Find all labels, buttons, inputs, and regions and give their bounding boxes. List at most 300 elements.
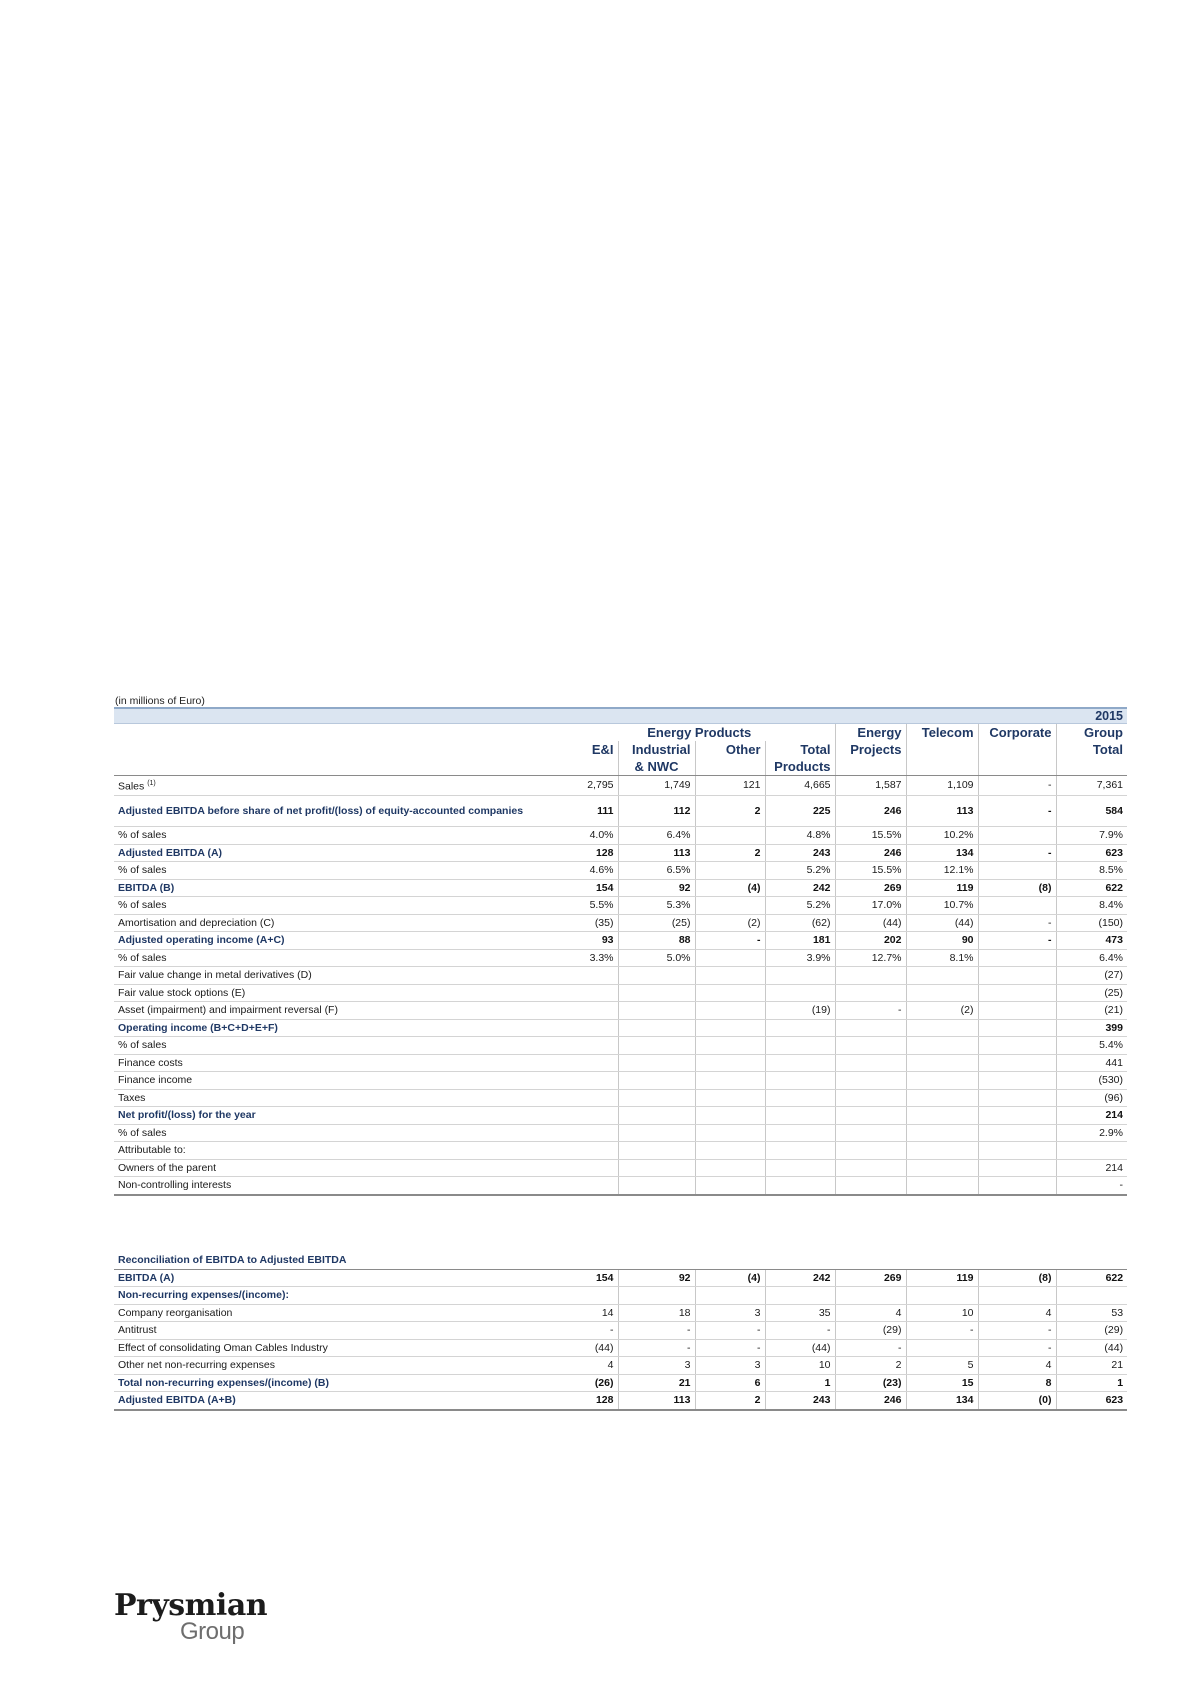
cell-value: 10.7% xyxy=(906,897,978,915)
cell-value: 5.4% xyxy=(1056,1037,1127,1055)
cell-value xyxy=(618,1019,695,1037)
cell-value xyxy=(835,984,906,1002)
cell-value xyxy=(695,1287,765,1305)
cell-value: - xyxy=(695,1339,765,1357)
cell-value: - xyxy=(765,1322,835,1340)
cell-value: (44) xyxy=(906,914,978,932)
header-row-1 xyxy=(114,724,1127,742)
cell-value: 53 xyxy=(1056,1304,1127,1322)
cell-value: 5 xyxy=(906,1357,978,1375)
table-row xyxy=(114,1054,1127,1072)
cell-value xyxy=(695,984,765,1002)
cell-value xyxy=(564,1072,618,1090)
cell-value: (62) xyxy=(765,914,835,932)
cell-value xyxy=(978,1089,1056,1107)
cell-value xyxy=(835,967,906,985)
cell-value xyxy=(618,1089,695,1107)
cell-value xyxy=(835,1159,906,1177)
table-row xyxy=(114,1304,1127,1322)
cell-value: 92 xyxy=(618,879,695,897)
cell-value: 7.9% xyxy=(1056,827,1127,845)
row-label: Fair value stock options (E) xyxy=(114,984,564,1002)
cell-value: 181 xyxy=(765,932,835,950)
cell-value xyxy=(695,1177,765,1195)
cell-value: (19) xyxy=(765,1002,835,1020)
cell-value: - xyxy=(835,1002,906,1020)
cell-value: 441 xyxy=(1056,1054,1127,1072)
table-row xyxy=(114,1107,1127,1125)
row-label: Amortisation and depreciation (C) xyxy=(114,914,564,932)
cell-value: 5.2% xyxy=(765,862,835,880)
cell-value xyxy=(978,949,1056,967)
cell-value: 242 xyxy=(765,879,835,897)
cell-value: 269 xyxy=(835,879,906,897)
cell-value xyxy=(618,1142,695,1160)
cell-value: 35 xyxy=(765,1304,835,1322)
cell-value: 5.2% xyxy=(765,897,835,915)
row-label: Finance income xyxy=(114,1072,564,1090)
cell-value: 14 xyxy=(564,1304,618,1322)
cell-value: (96) xyxy=(1056,1089,1127,1107)
cell-value: 225 xyxy=(765,796,835,827)
cell-value: (0) xyxy=(978,1392,1056,1410)
cell-value: 242 xyxy=(765,1269,835,1287)
cell-value: 154 xyxy=(564,1269,618,1287)
group-total-header: Group xyxy=(1084,725,1123,740)
cell-value xyxy=(978,1002,1056,1020)
cell-value: (2) xyxy=(906,1002,978,1020)
row-label: Net profit/(loss) for the year xyxy=(114,1107,564,1125)
cell-value xyxy=(765,1107,835,1125)
table-row xyxy=(114,1002,1127,1020)
cell-value: 17.0% xyxy=(835,897,906,915)
cell-value xyxy=(978,1054,1056,1072)
cell-value: - xyxy=(564,1322,618,1340)
row-label: Total non-recurring expenses/(income) (B) xyxy=(114,1374,564,1392)
cell-value: 6.4% xyxy=(1056,949,1127,967)
prysmian-group-logo xyxy=(114,1588,268,1648)
table-row xyxy=(114,827,1127,845)
table-row xyxy=(114,1019,1127,1037)
cell-value xyxy=(906,1089,978,1107)
table-row xyxy=(114,1287,1127,1305)
cell-value xyxy=(564,1287,618,1305)
cell-value: (44) xyxy=(1056,1339,1127,1357)
cell-value xyxy=(978,827,1056,845)
cell-value: 12.7% xyxy=(835,949,906,967)
table-row xyxy=(114,914,1127,932)
cell-value xyxy=(695,1089,765,1107)
cell-value: 12.1% xyxy=(906,862,978,880)
table-row xyxy=(114,967,1127,985)
cell-value: - xyxy=(978,776,1056,796)
cell-value: (44) xyxy=(835,914,906,932)
cell-value: (27) xyxy=(1056,967,1127,985)
cell-value: 6.5% xyxy=(618,862,695,880)
cell-value: 269 xyxy=(835,1269,906,1287)
cell-value: 1,109 xyxy=(906,776,978,796)
cell-value xyxy=(618,1037,695,1055)
cell-value: (29) xyxy=(835,1322,906,1340)
cell-value: 2.9% xyxy=(1056,1124,1127,1142)
cell-value: 5.0% xyxy=(618,949,695,967)
cell-value: - xyxy=(906,1322,978,1340)
cell-value: 119 xyxy=(906,879,978,897)
cell-value: 246 xyxy=(835,1392,906,1410)
row-label: Non-controlling interests xyxy=(114,1177,564,1195)
cell-value: (8) xyxy=(978,879,1056,897)
cell-value: 93 xyxy=(564,932,618,950)
cell-value: - xyxy=(978,1339,1056,1357)
segment-results-table xyxy=(114,707,1127,1196)
cell-value: (530) xyxy=(1056,1072,1127,1090)
cell-value: 473 xyxy=(1056,932,1127,950)
cell-value xyxy=(765,1037,835,1055)
cell-value: 2 xyxy=(695,796,765,827)
cell-value xyxy=(695,1019,765,1037)
cell-value xyxy=(695,949,765,967)
cell-value: (29) xyxy=(1056,1322,1127,1340)
cell-value xyxy=(564,1037,618,1055)
cell-value xyxy=(835,1072,906,1090)
cell-value xyxy=(978,1037,1056,1055)
cell-value: 584 xyxy=(1056,796,1127,827)
cell-value: 623 xyxy=(1056,1392,1127,1410)
cell-value: - xyxy=(978,1322,1056,1340)
logo-main-text: Prysmian xyxy=(114,1588,268,1623)
cell-value: 134 xyxy=(906,1392,978,1410)
cell-value: 119 xyxy=(906,1269,978,1287)
cell-value xyxy=(906,984,978,1002)
cell-value: 6.4% xyxy=(618,827,695,845)
cell-value: 8.1% xyxy=(906,949,978,967)
cell-value xyxy=(835,1142,906,1160)
cell-value: 622 xyxy=(1056,1269,1127,1287)
row-label: Taxes xyxy=(114,1089,564,1107)
cell-value xyxy=(978,1142,1056,1160)
cell-value: 15.5% xyxy=(835,827,906,845)
cell-value xyxy=(618,1159,695,1177)
table-row xyxy=(114,1159,1127,1177)
cell-value xyxy=(906,1177,978,1195)
table-row xyxy=(114,949,1127,967)
cell-value: 2,795 xyxy=(564,776,618,796)
cell-value xyxy=(618,1054,695,1072)
cell-value: 92 xyxy=(618,1269,695,1287)
cell-value: - xyxy=(618,1339,695,1357)
cell-value: 4.8% xyxy=(765,827,835,845)
cell-value: (44) xyxy=(564,1339,618,1357)
industrial-header-2: & NWC xyxy=(618,758,695,776)
table-row xyxy=(114,932,1127,950)
cell-value: 2 xyxy=(835,1357,906,1375)
cell-value: 18 xyxy=(618,1304,695,1322)
cell-value xyxy=(618,1107,695,1125)
cell-value: 246 xyxy=(835,796,906,827)
row-label: Adjusted EBITDA before share of net profit/(loss) of equity-accounted companies xyxy=(114,796,564,827)
cell-value xyxy=(978,897,1056,915)
cell-value: 4 xyxy=(978,1304,1056,1322)
header-row-2 xyxy=(114,741,1127,758)
cell-value: (8) xyxy=(978,1269,1056,1287)
cell-value: - xyxy=(618,1322,695,1340)
cell-value: 4,665 xyxy=(765,776,835,796)
row-label xyxy=(114,776,564,796)
cell-value xyxy=(564,1107,618,1125)
cell-value xyxy=(618,1177,695,1195)
row-label: % of sales xyxy=(114,949,564,967)
cell-value xyxy=(765,1159,835,1177)
cell-value: 246 xyxy=(835,844,906,862)
cell-value xyxy=(564,984,618,1002)
table-row xyxy=(114,1357,1127,1375)
cell-value: 15 xyxy=(906,1374,978,1392)
cell-value xyxy=(564,1002,618,1020)
cell-value xyxy=(1056,1142,1127,1160)
cell-value xyxy=(978,862,1056,880)
cell-value: 243 xyxy=(765,1392,835,1410)
cell-value: (4) xyxy=(695,879,765,897)
cell-value xyxy=(564,1142,618,1160)
cell-value xyxy=(695,1037,765,1055)
cell-value xyxy=(618,967,695,985)
cell-value xyxy=(978,1019,1056,1037)
corporate-header: Corporate xyxy=(978,724,1056,742)
sales-footnote-marker: (1) xyxy=(147,780,156,787)
cell-value xyxy=(978,1124,1056,1142)
table-row xyxy=(114,1177,1127,1195)
cell-value xyxy=(906,1159,978,1177)
table-row xyxy=(114,1269,1127,1287)
energy-products-header: Energy Products xyxy=(564,724,835,742)
cell-value xyxy=(695,967,765,985)
cell-value xyxy=(906,967,978,985)
cell-value: (4) xyxy=(695,1269,765,1287)
table-row xyxy=(114,776,1127,796)
row-label: Adjusted EBITDA (A+B) xyxy=(114,1392,564,1410)
row-label: Company reorganisation xyxy=(114,1304,564,1322)
cell-value xyxy=(695,1142,765,1160)
cell-value xyxy=(906,1054,978,1072)
row-label: % of sales xyxy=(114,827,564,845)
cell-value xyxy=(564,1019,618,1037)
cell-value: 1,587 xyxy=(835,776,906,796)
cell-value: 90 xyxy=(906,932,978,950)
cell-value xyxy=(618,1124,695,1142)
total-products-header: Total xyxy=(765,741,835,758)
cell-value xyxy=(906,1124,978,1142)
cell-value: 3 xyxy=(618,1357,695,1375)
cell-value: 10.2% xyxy=(906,827,978,845)
cell-value xyxy=(765,1177,835,1195)
cell-value: 15.5% xyxy=(835,862,906,880)
cell-value: 3.3% xyxy=(564,949,618,967)
cell-value xyxy=(695,1107,765,1125)
cell-value: 3 xyxy=(695,1304,765,1322)
cell-value xyxy=(835,1107,906,1125)
cell-value: (44) xyxy=(765,1339,835,1357)
cell-value xyxy=(906,1037,978,1055)
cell-value: 111 xyxy=(564,796,618,827)
cell-value: 623 xyxy=(1056,844,1127,862)
reconciliation-title: Reconciliation of EBITDA to Adjusted EBITDA xyxy=(114,1252,1127,1269)
table-row xyxy=(114,1124,1127,1142)
cell-value xyxy=(618,984,695,1002)
row-label: % of sales xyxy=(114,897,564,915)
cell-value: (150) xyxy=(1056,914,1127,932)
cell-value xyxy=(695,1124,765,1142)
row-label: Attributable to: xyxy=(114,1142,564,1160)
cell-value: 243 xyxy=(765,844,835,862)
cell-value: 10 xyxy=(765,1357,835,1375)
cell-value: 214 xyxy=(1056,1159,1127,1177)
reconciliation-table xyxy=(114,1252,1127,1411)
cell-value xyxy=(695,1002,765,1020)
cell-value: 5.3% xyxy=(618,897,695,915)
cell-value xyxy=(765,967,835,985)
year-label: 2015 xyxy=(1056,708,1127,724)
cell-value: 128 xyxy=(564,844,618,862)
cell-value xyxy=(906,1339,978,1357)
row-label: % of sales xyxy=(114,1124,564,1142)
cell-value xyxy=(765,1054,835,1072)
cell-value: 202 xyxy=(835,932,906,950)
cell-value: 4 xyxy=(835,1304,906,1322)
table-row xyxy=(114,844,1127,862)
logo-sub-text: Group xyxy=(180,1618,245,1645)
cell-value xyxy=(695,897,765,915)
cell-value xyxy=(618,1002,695,1020)
table-row xyxy=(114,984,1127,1002)
cell-value xyxy=(564,1177,618,1195)
cell-value: 2 xyxy=(695,1392,765,1410)
cell-value: 8.4% xyxy=(1056,897,1127,915)
cell-value xyxy=(978,1107,1056,1125)
cell-value: 4.6% xyxy=(564,862,618,880)
cell-value xyxy=(618,1287,695,1305)
cell-value: 3 xyxy=(695,1357,765,1375)
cell-value: 154 xyxy=(564,879,618,897)
cell-value: 399 xyxy=(1056,1019,1127,1037)
energy-projects-header-2: Projects xyxy=(835,741,906,758)
year-header-row xyxy=(114,708,1127,724)
cell-value: 113 xyxy=(618,1392,695,1410)
cell-value: 113 xyxy=(906,796,978,827)
cell-value: 622 xyxy=(1056,879,1127,897)
cell-value xyxy=(978,1072,1056,1090)
cell-value: 4 xyxy=(564,1357,618,1375)
cell-value xyxy=(765,1089,835,1107)
table-row xyxy=(114,879,1127,897)
row-label: Adjusted EBITDA (A) xyxy=(114,844,564,862)
cell-value xyxy=(765,1019,835,1037)
row-label: Fair value change in metal derivatives (D) xyxy=(114,967,564,985)
row-label: Other net non-recurring expenses xyxy=(114,1357,564,1375)
row-label: EBITDA (B) xyxy=(114,879,564,897)
cell-value xyxy=(978,1159,1056,1177)
reconciliation-title-row xyxy=(114,1252,1127,1269)
cell-value: 4 xyxy=(978,1357,1056,1375)
cell-value: (2) xyxy=(695,914,765,932)
cell-value xyxy=(765,1142,835,1160)
cell-value xyxy=(765,1287,835,1305)
table-row xyxy=(114,1037,1127,1055)
cell-value: 1,749 xyxy=(618,776,695,796)
cell-value xyxy=(695,1072,765,1090)
cell-value xyxy=(906,1107,978,1125)
cell-value: (23) xyxy=(835,1374,906,1392)
cell-value: - xyxy=(978,796,1056,827)
cell-value: 7,361 xyxy=(1056,776,1127,796)
ei-header: E&I xyxy=(564,741,618,758)
cell-value xyxy=(978,1287,1056,1305)
cell-value xyxy=(695,1159,765,1177)
cell-value: - xyxy=(695,932,765,950)
cell-value: 3.9% xyxy=(765,949,835,967)
cell-value: (26) xyxy=(564,1374,618,1392)
energy-projects-header: Energy xyxy=(835,724,906,742)
cell-value: - xyxy=(695,1322,765,1340)
row-label: % of sales xyxy=(114,862,564,880)
cell-value xyxy=(564,1089,618,1107)
cell-value xyxy=(978,967,1056,985)
cell-value xyxy=(765,1072,835,1090)
cell-value: 5.5% xyxy=(564,897,618,915)
table-row xyxy=(114,1142,1127,1160)
telecom-header: Telecom xyxy=(906,724,978,742)
table-row xyxy=(114,1089,1127,1107)
cell-value: 10 xyxy=(906,1304,978,1322)
industrial-header: Industrial xyxy=(618,741,695,758)
row-label: Adjusted operating income (A+C) xyxy=(114,932,564,950)
cell-value xyxy=(835,1124,906,1142)
cell-value: 4.0% xyxy=(564,827,618,845)
cell-value: - xyxy=(978,932,1056,950)
cell-value: (25) xyxy=(1056,984,1127,1002)
cell-value xyxy=(978,1177,1056,1195)
cell-value: 121 xyxy=(695,776,765,796)
unit-note: (in millions of Euro) xyxy=(115,695,205,707)
row-label: Asset (impairment) and impairment reversal (F) xyxy=(114,1002,564,1020)
cell-value: (35) xyxy=(564,914,618,932)
cell-value: 21 xyxy=(618,1374,695,1392)
cell-value: 112 xyxy=(618,796,695,827)
cell-value xyxy=(564,1159,618,1177)
cell-value: 113 xyxy=(618,844,695,862)
row-label: % of sales xyxy=(114,1037,564,1055)
cell-value: 8.5% xyxy=(1056,862,1127,880)
cell-value xyxy=(906,1142,978,1160)
table-row xyxy=(114,1392,1127,1410)
cell-value xyxy=(835,1037,906,1055)
table-row xyxy=(114,1339,1127,1357)
cell-value xyxy=(835,1287,906,1305)
cell-value xyxy=(618,1072,695,1090)
cell-value xyxy=(835,1054,906,1072)
cell-value xyxy=(765,984,835,1002)
row-label: Effect of consolidating Oman Cables Industry xyxy=(114,1339,564,1357)
table-row xyxy=(114,862,1127,880)
cell-value xyxy=(906,1019,978,1037)
cell-value xyxy=(906,1072,978,1090)
row-label: Finance costs xyxy=(114,1054,564,1072)
group-total-header-2: Total xyxy=(1092,742,1123,757)
cell-value xyxy=(978,984,1056,1002)
cell-value: 1 xyxy=(1056,1374,1127,1392)
cell-value xyxy=(906,1287,978,1305)
cell-value: - xyxy=(835,1339,906,1357)
cell-value: 6 xyxy=(695,1374,765,1392)
